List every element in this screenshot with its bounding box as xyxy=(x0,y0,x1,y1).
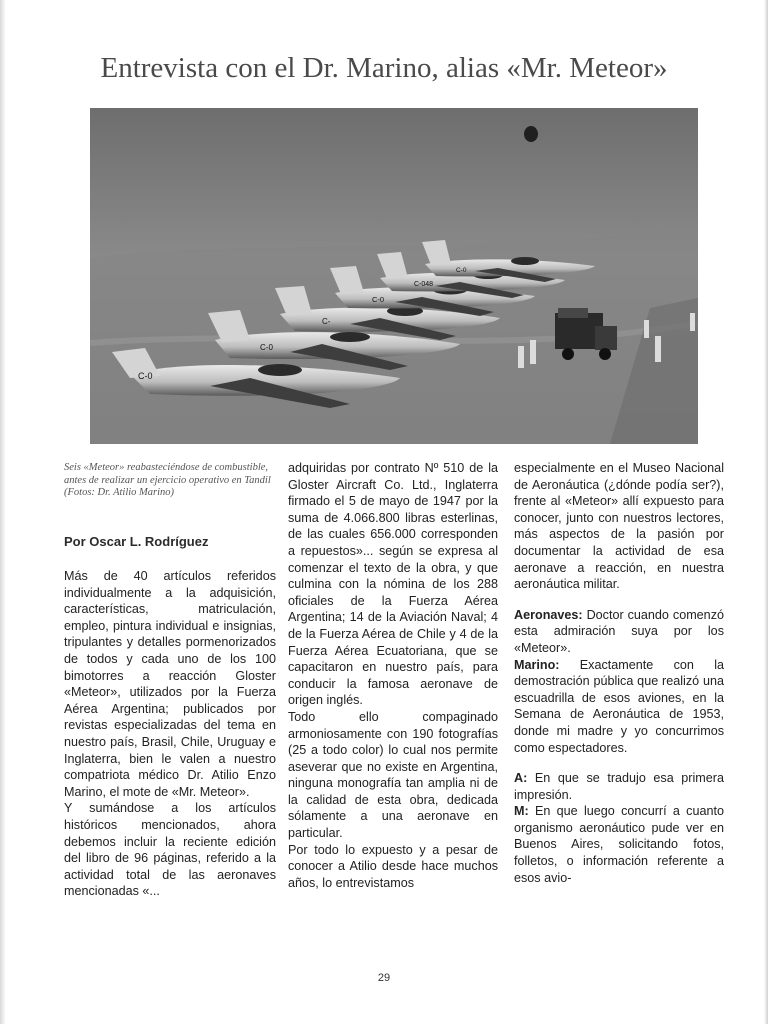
text-column-2 xyxy=(288,460,498,891)
jet-marking-3: C- xyxy=(322,317,331,326)
photo-meteor-jets xyxy=(90,108,698,444)
speaker-label-aeronaves: Aeronaves: xyxy=(514,607,583,622)
scan-edge-left xyxy=(0,0,6,1024)
speaker-label-a: A: xyxy=(514,771,528,786)
byline: Por Oscar L. Rodríguez xyxy=(64,534,209,549)
interview-answer xyxy=(514,803,724,886)
photo-caption: Seis «Meteor» reabasteciéndose de combustible, antes de realizar un ejercicio operativo en Tandil (Fotos: Dr. Atilio Marino) xyxy=(64,462,271,498)
question-text: Doctor cuando comenzó esta admiración suya por los «Meteor». xyxy=(514,607,724,655)
jet-marking-4: C-0 xyxy=(372,295,385,304)
interview-question xyxy=(514,770,724,803)
paragraph: Más de 40 artículos referidos individualmente a la adquisición, características, matriculación, empleo, pintura individual e insignias, tripulantes y detalles pormenorizados de todos y cada uno de los 100 bimotorres a reacción Gloster «Meteor», utilizados por la Fuerza Aérea Argentina; publicados por revistas especializadas del tema en nuestro país, Brasil, Chile, Uruguay e Inglaterra, bien le valen a nuestro compatriota médico Dr. Atilio Enzo Marino, el mote de «Mr. Meteor». xyxy=(64,569,276,799)
jet-marking-1: C-0 xyxy=(138,371,153,381)
photo-illustration xyxy=(90,108,698,444)
jet-marking-2: C-0 xyxy=(260,343,273,352)
scan-edge-right xyxy=(764,0,768,1024)
speaker-label-m: M: xyxy=(514,804,529,819)
answer-text: Exactamente con la demostración pública que realizó una escuadrilla de esos aviones, en la Semana de Aeronáutica de 1953, donde mi madre y yo concurrimos como espectadores. xyxy=(514,657,724,755)
answer-text: En que luego concurrí a cuanto organismo aeronáutico pude ver en Buenos Aires, solicitando fotos, folletos, o información referente a esos avio- xyxy=(514,804,724,885)
speaker-label-marino: Marino: xyxy=(514,657,560,672)
article-title: Entrevista con el Dr. Marino, alias «Mr. Meteor» xyxy=(100,52,668,84)
paragraph: especialmente en el Museo Nacional de Aeronáutica (¿dónde podía ser?), frente al «Meteor» allí expuesto para conocer, junto con nuestros lectores, más aspectos de la pasión por documentar la actividad de esa aeronave a reacción, en nuestra aeronáutica militar. xyxy=(514,461,724,592)
jet-marking-6: C-0 xyxy=(456,267,467,274)
paragraph: Y sumándose a los artículos históricos mencionados, ahora debemos incluir la reciente edición del libro de 96 páginas, referido a la actividad total de las aeronaves mencionadas «... xyxy=(64,801,276,899)
question-text: En que se tradujo esa primera impresión. xyxy=(514,771,724,802)
interview-question xyxy=(514,607,724,657)
jet-marking-5: C-048 xyxy=(414,281,434,288)
paragraph: adquiridas por contrato Nº 510 de la Gloster Aircraft Co. Ltd., Inglaterra firmado el 5 de mayo de 1947 por la suma de 4.066.800 libras esterlinas, de las cuales 656.000 corresponden a repuestos»... según se expresa al comenzar el texto de la obra, y que culmina con la nómina de los 288 oficiales de la Fuerza Aérea Argentina; 14 de la Aviación Naval; 4 de la Fuerza Aérea de Chile y 4 de la Fuerza Aérea Ecuatoriana, que se capacitaron en nuestro país, para conducir la famosa aeronave de origen inglés. xyxy=(288,461,498,708)
paragraph: Por todo lo expuesto y a pesar de conocer a Atilio desde hace muchos años, lo entrevistamos xyxy=(288,842,498,890)
paragraph: Todo ello compaginado armoniosamente con 190 fotografías (25 a todo color) lo cual nos permite aseverar que no existe en Argentina, ninguna monografía tan amplia ni de la calidad de esta obra, dedicada sólamente a una aeronave en particular. xyxy=(288,709,498,841)
text-column-1 xyxy=(64,568,276,900)
interview-answer xyxy=(514,657,724,757)
text-column-3 xyxy=(514,460,724,886)
page-number: 29 xyxy=(377,972,391,984)
